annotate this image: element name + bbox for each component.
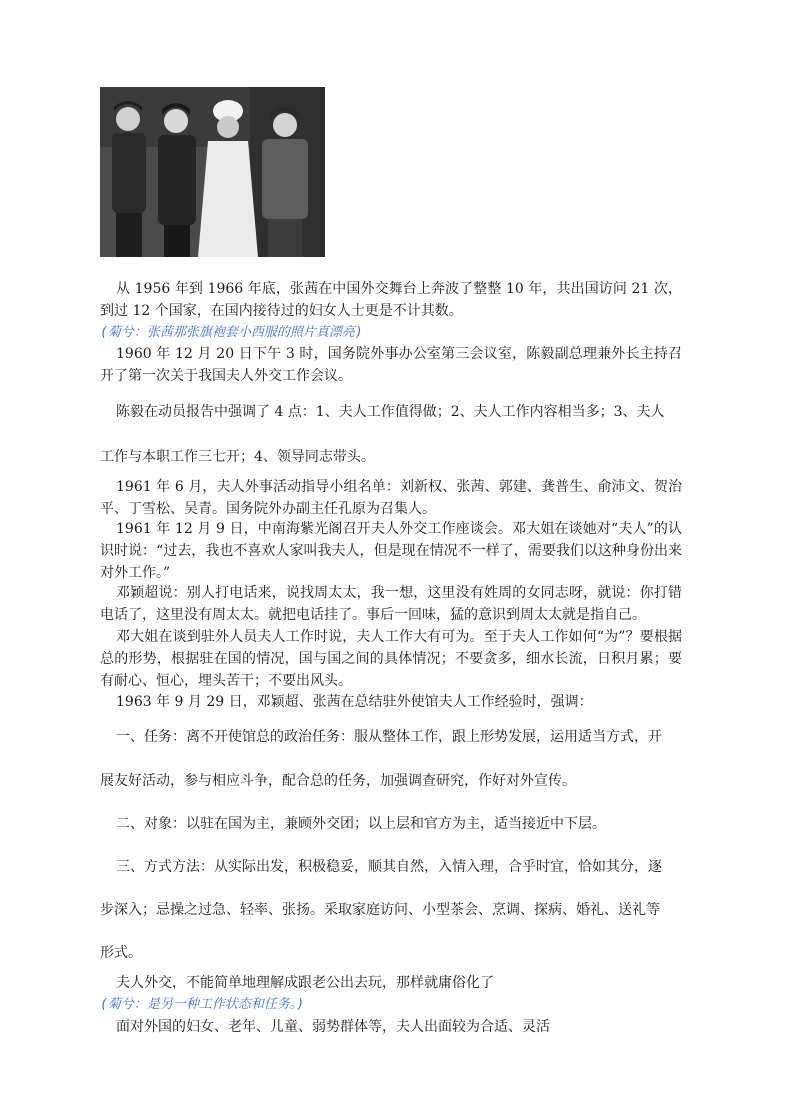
paragraph-3-line-2: 工作与本职工作三七开；4、领导同志带头。 [100, 449, 375, 465]
paragraph-11-line-2: 步深入；忌操之过急、轻率、张扬。采取家庭访问、小型茶会、烹调、探病、婚礼、送礼等 [100, 902, 660, 918]
paragraph-4: 1961 年 6 月，夫人外事活动指导小组名单：刘新权、张茜、郭建、龚普生、俞沛文、贺治平、丁雪松、吴青。国务院外办副主任孔原为召集人。 [100, 479, 682, 517]
photo-illustration [100, 87, 325, 257]
four-women-group-photo [100, 87, 325, 257]
paragraph-5: 1961 年 12 月 9 日，中南海紫光阁召开夫人外交工作座谈会。邓大姐在谈她对“夫人”的认识时说：“过去，我也不喜欢人家叫我夫人，但是现在情况不一样了，需要我们以这种身份出来对外工作。” [100, 521, 682, 581]
paragraph-1: 从 1956 年到 1966 年底，张茜在中国外交舞台上奔波了整整 10 年，共出国访问 21 次，到过 12 个国家，在国内接待过的妇女人士更是不计其数。 [100, 281, 682, 319]
paragraph-11-line-3: 形式。 [100, 945, 142, 961]
paragraph-13: 面对外国的妇女、老年、儿童、弱势群体等，夫人出面较为合适、灵活 [116, 1019, 550, 1035]
paragraph-6: 邓颖超说：别人打电话来，说找周太太，我一想，这里没有姓周的女同志呀，就说：你打错电话了，这里没有周太太。就把电话挂了。事后一回味，猛的意识到周太太就是指自己。 [100, 585, 682, 623]
paragraph-9-line-1: 一、任务：离不开使馆总的政治任务：服从整体工作，跟上形势发展，运用适当方式，开 [116, 729, 662, 745]
paragraph-7: 邓大姐在谈到驻外人员夫人工作时说，夫人工作大有可为。至于夫人工作如何“为”？要根据总的形势，根据驻在国的情况，国与国之间的具体情况；不要贪多，细水长流，日积月累；要有耐心、恒心，埋头苦干；不要出风头。 [100, 629, 682, 689]
comment-1: (菊兮：张茜那张旗袍套小西服的照片真漂亮) [100, 325, 363, 340]
paragraph-12: 夫人外交，不能简单地理解成跟老公出去玩，那样就庸俗化了 [116, 975, 494, 991]
paragraph-9-line-2: 展友好活动，参与相应斗争，配合总的任务，加强调查研究，作好对外宣传。 [100, 773, 576, 789]
comment-2: (菊兮：是另一种工作状态和任务。) [100, 997, 305, 1012]
paragraph-3-line-1: 陈毅在动员报告中强调了 4 点：1、夫人工作值得做；2、夫人工作内容相当多；3、夫人 [116, 404, 665, 420]
paragraph-11-line-1: 三、方式方法：从实际出发，积极稳妥，顺其自然，入情入理，合乎时宜，恰如其分，逐 [116, 859, 662, 875]
paragraph-10: 二、对象：以驻在国为主，兼顾外交团；以上层和官方为主，适当接近中下层。 [116, 816, 606, 832]
paragraph-2: 1960 年 12 月 20 日下午 3 时，国务院外事办公室第三会议室，陈毅副总理兼外长主持召开了第一次关于我国夫人外交工作会议。 [100, 346, 682, 384]
paragraph-8: 1963 年 9 月 29 日，邓颖超、张茜在总结驻外使馆夫人工作经验时，强调： [116, 694, 593, 710]
